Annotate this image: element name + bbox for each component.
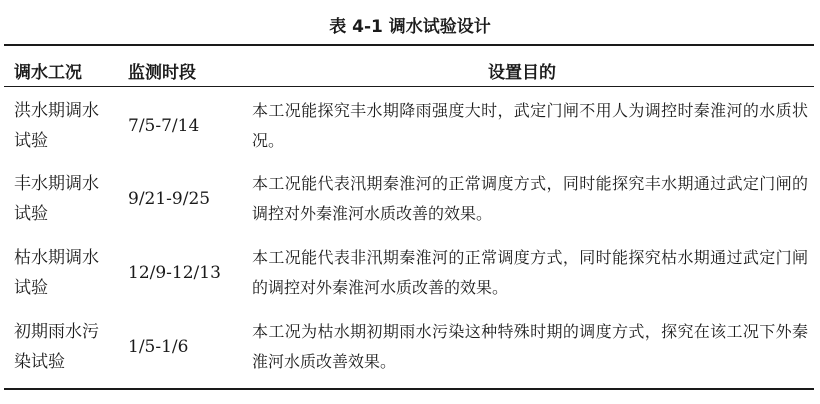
table-row (4, 237, 814, 309)
cell-purpose: 本工况能探究丰水期降雨强度大时，武定门闸不用人为调控时秦淮河的水质状况。 (252, 101, 808, 150)
header-purpose: 设置目的 (488, 63, 556, 83)
cell-condition: 初期雨水污染试验 (14, 322, 99, 372)
table-header-rule (4, 86, 814, 87)
cell-condition: 洪水期调水试验 (14, 101, 99, 151)
cell-condition: 枯水期调水试验 (14, 248, 99, 298)
cell-purpose: 本工况为枯水期初期雨水污染这种特殊时期的调度方式，探究在该工况下外秦淮河水质改善效果。 (252, 322, 808, 371)
cell-condition: 丰水期调水试验 (14, 174, 99, 224)
cell-period: 12/9-12/13 (128, 263, 221, 283)
table-row (4, 311, 814, 383)
table-caption: 表 4-1 调水试验设计 (329, 17, 491, 37)
cell-period: 1/5-1/6 (128, 337, 189, 357)
header-condition: 调水工况 (14, 63, 82, 83)
cell-period: 9/21-9/25 (128, 189, 211, 209)
table-row (4, 163, 814, 235)
header-period: 监测时段 (128, 63, 196, 83)
cell-period: 7/5-7/14 (128, 116, 200, 136)
cell-purpose: 本工况能代表非汛期秦淮河的正常调度方式，同时能探究枯水期通过武定门闸的调控对外秦淮河水质改善的效果。 (252, 248, 808, 297)
table-bottom-rule (4, 388, 814, 390)
table-row (4, 90, 814, 162)
cell-purpose: 本工况能代表汛期秦淮河的正常调度方式，同时能探究丰水期通过武定门闸的调控对外秦淮河水质改善的效果。 (252, 174, 808, 223)
table-top-rule (4, 44, 814, 46)
